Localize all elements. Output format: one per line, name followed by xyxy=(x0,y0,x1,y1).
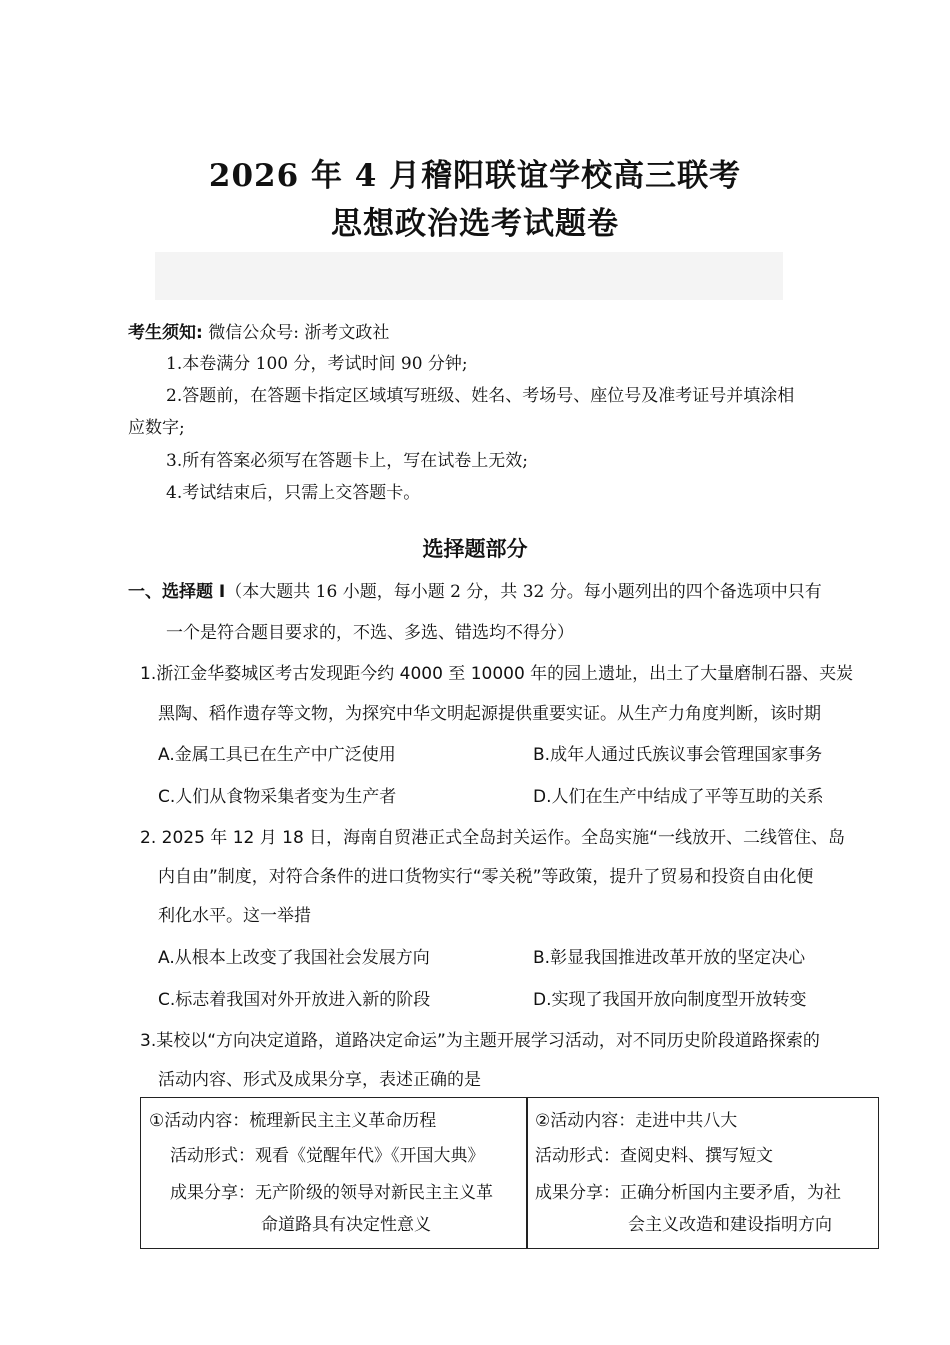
blank-band xyxy=(155,252,783,300)
question-stem: 1.浙江金华婺城区考古发现距今约 4000 至 10000 年的园上遗址，出土了大量磨制石器、夹炭 xyxy=(140,664,854,684)
notice-item: 2.答题前，在答题卡指定区域填写班级、姓名、考场号、座位号及准考证号并填涂相 xyxy=(166,386,795,406)
question-stem: 活动内容、形式及成果分享，表述正确的是 xyxy=(158,1070,481,1090)
option-c: C.标志着我国对外开放进入新的阶段 xyxy=(158,990,431,1010)
section-title: 选择题部分 xyxy=(422,537,528,561)
table-cell-right: ②活动内容：走进中共八大 xyxy=(535,1111,738,1131)
option-a: A.金属工具已在生产中广泛使用 xyxy=(158,745,396,765)
table-cell-right: 成果分享：正确分析国内主要矛盾，为社 xyxy=(535,1183,841,1203)
notice-source: 微信公众号: 浙考文政社 xyxy=(208,323,390,343)
part-header xyxy=(128,580,822,604)
option-a: A.从根本上改变了我国社会发展方向 xyxy=(158,948,430,968)
table-cell-right: 会主义改造和建设指明方向 xyxy=(628,1215,832,1235)
table-cell-left: ①活动内容：梳理新民主主义革命历程 xyxy=(149,1111,437,1131)
option-d: D.实现了我国开放向制度型开放转变 xyxy=(533,990,807,1010)
question-stem: 2. 2025 年 12 月 18 日，海南自贸港正式全岛封关运作。全岛实施“一线放开、二线管住、岛 xyxy=(140,828,845,848)
table-cell-left: 活动形式：观看《觉醒年代》《开国大典》 xyxy=(170,1146,485,1166)
option-d: D.人们在生产中结成了平等互助的关系 xyxy=(533,787,824,807)
exam-title: 2026 年 4 月稽阳联谊学校高三联考 xyxy=(208,158,742,194)
question-stem: 利化水平。这一举措 xyxy=(158,906,311,926)
question-stem: 内自由”制度，对符合条件的进口货物实行“零关税”等政策，提升了贸易和投资自由化便 xyxy=(158,867,814,887)
notice-header xyxy=(128,321,389,345)
notice-item: 1.本卷满分 100 分，考试时间 90 分钟; xyxy=(166,354,468,374)
part-desc-cont: 一个是符合题目要求的，不选、多选、错选均不得分） xyxy=(166,623,574,643)
table-cell-right: 活动形式：查阅史料、撰写短文 xyxy=(535,1146,773,1166)
question-stem: 黑陶、稻作遗存等文物，为探究中华文明起源提供重要实证。从生产力角度判断，该时期 xyxy=(158,704,821,724)
exam-subtitle: 思想政治选考试题卷 xyxy=(331,206,619,242)
notice-item: 4.考试结束后，只需上交答题卡。 xyxy=(166,483,421,503)
option-b: B.彰显我国推进改革开放的坚定决心 xyxy=(533,948,806,968)
notice-item: 3.所有答案必须写在答题卡上，写在试卷上无效; xyxy=(166,451,528,471)
notice-item: 应数字; xyxy=(128,418,185,438)
option-b: B.成年人通过氏族议事会管理国家事务 xyxy=(533,745,823,765)
part-label: 一、选择题 I xyxy=(128,582,226,602)
option-c: C.人们从食物采集者变为生产者 xyxy=(158,787,397,807)
part-desc: （本大题共 16 小题，每小题 2 分，共 32 分。每小题列出的四个备选项中只有 xyxy=(225,582,822,602)
table-cell-left: 成果分享：无产阶级的领导对新民主主义革 xyxy=(170,1183,493,1203)
notice-label: 考生须知: xyxy=(128,323,203,343)
question-stem: 3.某校以“方向决定道路，道路决定命运”为主题开展学习活动，对不同历史阶段道路探索的 xyxy=(140,1031,820,1051)
table-divider xyxy=(526,1097,528,1249)
table-cell-left: 命道路具有决定性意义 xyxy=(261,1215,431,1235)
